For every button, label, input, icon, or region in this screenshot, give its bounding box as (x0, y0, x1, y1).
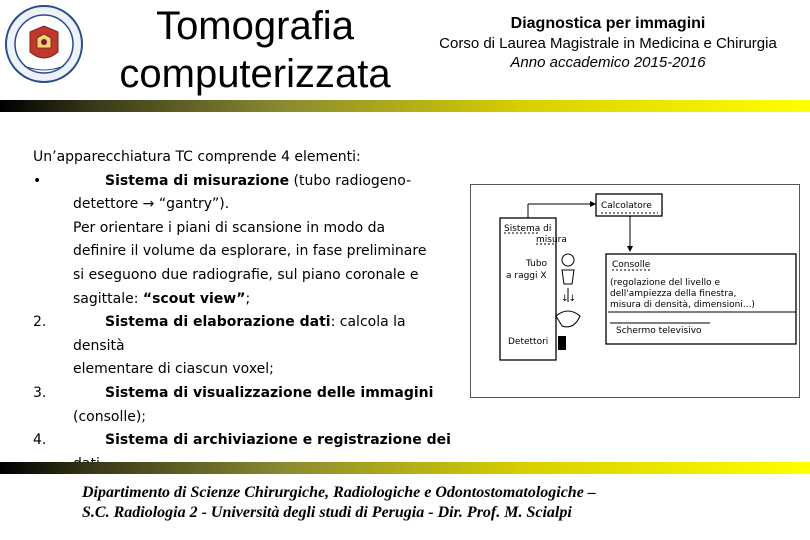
item-text: detettore (73, 196, 143, 213)
list-item-continuation (33, 193, 458, 217)
scout-paragraph-line: Per orientare i piani di scansione in modo da (73, 219, 386, 236)
title-line-1: Tomografia (156, 4, 354, 48)
list-item (33, 170, 458, 194)
course-degree: Corso di Laurea Magistrale in Medicina e Chirurgia (439, 35, 777, 52)
list-marker: 3. (33, 384, 47, 401)
item-text: : calcola la densità (73, 314, 406, 354)
item-text: (tubo radiogeno- (289, 172, 412, 189)
footer (82, 483, 802, 523)
detettori-label: Detettori (508, 337, 549, 347)
bottom-gradient-bar (0, 462, 810, 474)
slide-body (33, 146, 458, 476)
footer-department: Dipartimento di Scienze Chirurgiche, Radiologiche e Odontostomatologiche – (82, 484, 596, 501)
page-title (100, 2, 410, 98)
arrow-icon: → (142, 196, 155, 213)
top-gradient-bar (0, 100, 810, 112)
list-item (33, 382, 458, 406)
list-item (33, 429, 458, 453)
list-item-continuation: elementare di ciascun voxel; (73, 361, 274, 378)
item-text: sagittale: (73, 290, 143, 307)
svg-text:↓↓: ↓↓ (561, 294, 577, 304)
item-heading: Sistema di archiviazione e registrazione dei (105, 432, 451, 449)
title-line-2: computerizzata (119, 52, 391, 96)
intro-text: Un’apparecchiatura TC comprende 4 elementi: (33, 149, 361, 165)
academic-year: Anno accademico 2015-2016 (510, 54, 706, 71)
consolle-desc-1: (regolazione del livello e (610, 278, 720, 288)
list-marker: • (33, 172, 42, 189)
item-heading: Sistema di misurazione (105, 172, 290, 189)
consolle-label: Consolle (612, 260, 651, 270)
scout-paragraph-line (33, 288, 458, 312)
tubo-label-2: a raggi X (506, 271, 547, 281)
item-text: “gantry”). (154, 196, 230, 213)
course-title: Diagnostica per immagini (510, 15, 706, 32)
course-header (408, 14, 808, 72)
ct-system-diagram (470, 184, 800, 398)
footer-unit: S.C. Radiologia 2 - Università degli studi di Perugia - Dir. Prof. M. Scialpi (82, 504, 572, 521)
tubo-label: Tubo (526, 259, 548, 269)
sistema-misura-label-2: misura (536, 235, 567, 245)
university-seal-logo (4, 4, 84, 84)
calcolatore-label: Calcolatore (601, 201, 652, 211)
scout-paragraph-line: si eseguono due radiografie, sul piano coronale e (73, 266, 419, 283)
tube-icon (562, 254, 574, 266)
detector-icon (558, 336, 566, 350)
list-marker: 4. (33, 432, 47, 449)
item-heading: Sistema di elaborazione dati (105, 314, 331, 331)
scout-paragraph-line: definire il volume da esplorare, in fase preliminare (73, 243, 427, 260)
item-heading: Sistema di visualizzazione delle immagini (105, 384, 434, 401)
schermo-label: Schermo televisivo (616, 326, 702, 336)
consolle-desc-3: misura di densità, dimensioni...) (610, 300, 755, 310)
scout-view-term: “scout view” (142, 290, 246, 307)
consolle-desc-2: dell'ampiezza della finestra, (610, 289, 737, 299)
item-text: ; (245, 290, 251, 307)
list-item-continuation: (consolle); (73, 408, 147, 425)
sistema-misura-label: Sistema di (504, 224, 552, 234)
list-item (33, 311, 458, 358)
list-marker: 2. (33, 314, 47, 331)
